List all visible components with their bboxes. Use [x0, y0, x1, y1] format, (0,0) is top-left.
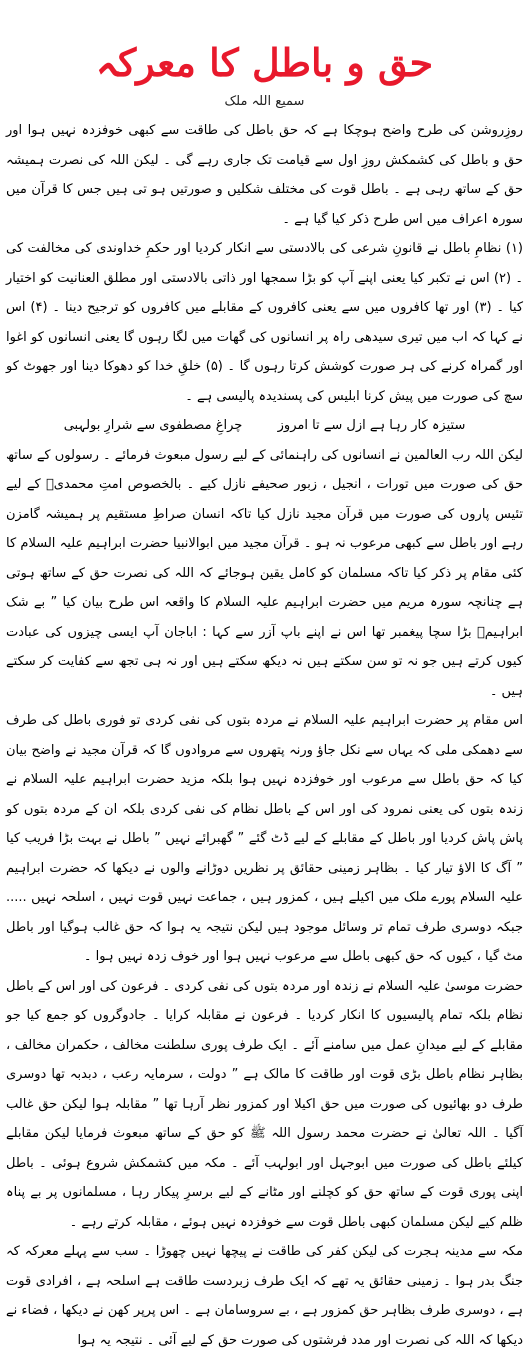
paragraph-intro: روزِروشن کی طرح واضح ہوچکا ہے کہ حق باطل کی طاقت سے کبھی خوفزدہ نہیں ہوا اور حق و باطل کی کشمکش روزِ اول سے قیامت تک جاری رہے گی ۔ لیکن اللہ کی نصرت ہمیشہ حق کے ساتھ رہی ہے ۔ باطل قوت کی مختلف شکلیں و صورتیں ہو تی ہیں جس کا قرآن میں سورہ اعراف میں اس طرح ذکر کیا گیا ہے ۔: [6, 123, 523, 227]
verse-line-2: چراغِ مصطفوی سے شرارِ بولہبی: [63, 418, 243, 433]
paragraph-messengers: لیکن اللہ رب العالمین نے انسانوں کی راہنمائی کے لیے رسول مبعوث فرمائے ۔ رسولوں کے ساتھ حق کی صورت میں تورات ، انجیل ، زبور صحیفے نازل کیے ۔ بالخصوص امتِ محمدیؐ کے لیے تئیس پاروں کی صورت میں قرآن مجید نازل کیا تاکہ انسان صراطِ مستقیم پر ہمیشہ گامزن رہے اور باطل سے کبھی مرعوب نہ ہو ۔ قرآن مجید میں ابوالانبیا حضرت ابراہیم علیہ السلام کا کئی مقام پر ذکر کیا تاکہ مسلمان کو کامل یقین ہوجائے کہ اللہ کی نصرت حق کے ساتھ ہوتی ہے چنانچہ سورہ مریم میں حضرت ابراہیم علیہ السلام کا واقعہ اس طرح بیان کیا ” بے شک ابراہیمؑ بڑا سچا پیغمبر تھا اس نے اپنے باپ آزر سے کہا : اباجان آپ ایسی چیزوں کی عبادت کیوں کرتے ہیں جو نہ تو سن سکتے ہیں نہ دیکھ سکتے ہیں اور نہ ہی تجھ سے کفایت کر سکتے ہیں ۔: [6, 447, 523, 699]
article-title: حق و باطل کا معرکہ: [95, 40, 434, 85]
paragraph-musa: حضرت موسیٰ علیہ السلام نے زندہ اور مردہ بتوں کی نفی کردی ۔ فرعون کی اور اس کے باطل نظام بلکہ تمام پالیسیوں کا انکار کردیا ۔ فرعون نے مقابلہ کرایا ۔ جادوگروں کو جمع کیا جو مقابلے کے لیے میدانِ عمل میں سامنے آئے ۔ ایک طرف پوری سلطنت مخالف ، حکمران مخالف ، بظاہر نظام باطل بڑی قوت اور طاقت کا مالک ہے ” دولت ، سرمایہ رعب ، دبدبہ تھا دوسری طرف دو بھائیوں کی صورت میں حق اکیلا اور کمزور نظر آرہا تھا ” مقابلہ ہوا لیکن حق غالب آگیا ۔ اللہ تعالیٰ نے حضرت محمد رسول اللہ ﷺ کو حق کے ساتھ مبعوث فرمایا لیکن مقابلے کیلئے باطل کی صورت میں ابوجہل اور ابولہب آئے ۔ مکہ میں کشمکش شروع ہوئی ۔ باطل اپنی پوری قوت کے ساتھ حق کو کچلنے اور مٹانے کے لیے برسرِ پیکار رہا ، مسلمانوں پر بے پناہ ظلم کیے لیکن مسلمان کبھی باطل قوت سے خوفزدہ نہیں ہوئے ، مقابلہ کرتے رہے ۔: [6, 978, 523, 1230]
verse-line-1: ستیزہ کار رہا ہے ازل سے تا امروز: [277, 418, 466, 433]
article: [0, 36, 529, 1348]
author-byline: سمیع اللہ ملک: [224, 94, 305, 109]
paragraph-badr: مکہ سے مدینہ ہجرت کی لیکن کفر کی طاقت نے پیچھا نہیں چھوڑا ۔ سب سے پہلے معرکہ کہ جنگ بدر ہوا ۔ زمینی حقائق یہ تھے کہ ایک طرف زبردست طاقت ہے اسلحہ ہے ، افرادی قوت ہے ، دوسری طرف بظاہر حق کمزور ہے ، بے سروسامان ہے ۔ اس پرپر کھن نے دیکھا ، فضاء نے دیکھا کہ اللہ کی نصرت اور مدد فرشتوں کی صورت حق کے لیے آئی ۔ نتیجہ یہ ہوا: [6, 1244, 523, 1348]
paragraph-ibrahim: اس مقام پر حضرت ابراہیم علیہ السلام نے مردہ بتوں کی نفی کردی تو فوری باطل کی طرف سے دھمکی ملی کہ یہاں سے نکل جاؤ ورنہ پتھروں سے مروادوں گا کہ قرآن مجید نے واضح بیان کیا کہ حق باطل سے مرعوب اور خوفزدہ نہیں ہوا بلکہ مزید حضرت ابراہیم علیہ السلام نے زندہ بتوں کی یعنی نمرود کی اور اس کے باطل نظام کی نفی کردی بلکہ ان کے مردہ بتوں کو پاش پاش کردیا اور باطل کے مقابلے کے لیے ڈٹ گئے ” گھبرائے نہیں ” باطل نے بہت بڑا فریب کیا ” آگ کا الاؤ تیار کیا ۔ بظاہر زمینی حقائق پر نظریں دوڑانے والوں نے دیکھا کہ حضرت ابراہیم علیہ السلام پورے ملک میں اکیلے ہیں ، کمزور ہیں ، جماعت نہیں قوت نہیں ، اسلحہ نہیں ..... جبکہ دوسری طرف تمام تر وسائل موجود ہیں لیکن نتیجہ یہ ہوا کہ حق غالب ہوگیا اور باطل مٹ گیا ، کیوں کہ حق کبھی باطل سے مرعوب نہیں ہوا اور خوف زدہ نہیں ہوا ۔: [6, 713, 523, 964]
poetry-verse: [6, 411, 523, 441]
paragraph-points: (۱) نظامِ باطل نے قانونِ شرعی کی بالادستی سے انکار کردیا اور حکمِ خداوندی کی مخالفت کی ۔ (۲) اس نے تکبر کیا یعنی اپنے آپ کو بڑا سمجھا اور ذاتی بالادستی اور مطلق العنانیت کو اختیار کیا ۔ (۳) اور تھا کافروں میں سے یعنی کافروں کے مقابلے میں کافروں کو ترجیح دینا ۔ (۴) اس نے کہا کہ اب میں تیری سیدھی راہ پر انسانوں کی گھات میں لگا رہوں گا یعنی انسانوں کو اغوا اور گمراہ کرنے کی ہر صورت کوشش کرتا رہوں گا ۔ (۵) خلقِ خدا کو دھوکا دینا اور جھوٹ کو سچ کی صورت میں پیش کرنا ابلیس کی پسندیدہ پالیسی ہے ۔: [6, 241, 524, 404]
